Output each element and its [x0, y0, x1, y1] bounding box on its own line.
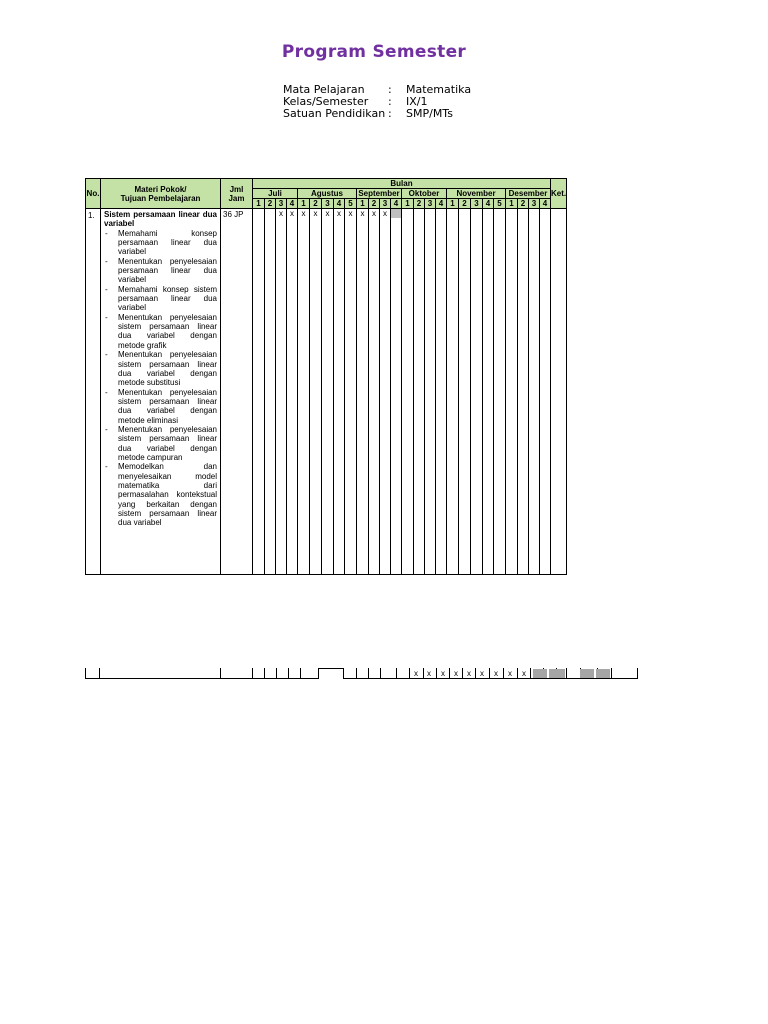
week-mark-x: x — [348, 209, 353, 218]
month-agustus: Agustus — [298, 189, 357, 199]
row-number: 1. — [86, 209, 101, 575]
week-number: 1 — [447, 199, 459, 209]
week-cell — [391, 209, 402, 575]
materi-list — [104, 229, 217, 528]
row-jml-jam: 36 JP — [221, 209, 253, 575]
strip-divider — [637, 668, 638, 679]
info-value: SMP/MTs — [406, 107, 453, 120]
week-number: 1 — [298, 199, 310, 209]
strip-mark-x: x — [454, 669, 458, 678]
week-mark-x: x — [290, 209, 294, 218]
materi-item: - Memodelkan dan menyelesaikan model matematika dari permasalahan kontekstual yang berkaitan dengan sistem persamaan linear dua variabel — [104, 462, 217, 527]
week-cell — [494, 209, 506, 575]
materi-item: - Menentukan penyelesaian persamaan linear dua variabel — [104, 257, 217, 285]
week-cell — [276, 209, 287, 575]
info-label: Kelas/Semester — [283, 95, 369, 108]
info-separator: : — [388, 95, 392, 108]
week-number: 2 — [459, 199, 471, 209]
strip-gray-marker — [533, 669, 547, 678]
strip-mark-x: x — [480, 669, 484, 678]
info-label: Mata Pelajaran — [283, 83, 365, 96]
week-cell — [436, 209, 447, 575]
info-value: IX/1 — [406, 95, 428, 108]
subject-info — [283, 84, 471, 120]
week-cell — [357, 209, 369, 575]
week-cell — [369, 209, 380, 575]
week-number: 1 — [506, 199, 518, 209]
week-number: 4 — [436, 199, 447, 209]
row-ket — [551, 209, 567, 575]
program-semester-table — [85, 178, 593, 575]
week-mark-x: x — [383, 209, 387, 218]
materi-item: - Memahami konsep sistem persamaan linear dua variabel — [104, 285, 217, 313]
month-november: November — [447, 189, 506, 199]
week-cell — [529, 209, 540, 575]
week-cell — [506, 209, 518, 575]
strip-mark-x: x — [427, 669, 431, 678]
week-number: 2 — [518, 199, 529, 209]
week-cell — [402, 209, 414, 575]
week-cell — [322, 209, 334, 575]
month-september: September — [358, 189, 400, 198]
week-cell — [345, 209, 357, 575]
week-mark-x: x — [301, 209, 306, 218]
week-number: 1 — [253, 199, 265, 209]
header-jml-jam — [221, 179, 253, 209]
info-separator: : — [388, 83, 392, 96]
week-cell — [334, 209, 345, 575]
week-number: 1 — [357, 199, 369, 209]
strip-gray-marker — [549, 669, 565, 678]
week-number: 3 — [276, 199, 287, 209]
week-number: 4 — [334, 199, 345, 209]
week-cell — [471, 209, 483, 575]
week-cell — [425, 209, 436, 575]
bottom-strip — [0, 668, 768, 682]
week-number: 2 — [310, 199, 322, 209]
week-cell — [310, 209, 322, 575]
month-desember: Desember — [506, 189, 551, 199]
week-number: 4 — [287, 199, 298, 209]
week-mark-x: x — [360, 209, 365, 218]
week-cell — [380, 209, 391, 575]
week-number: 3 — [322, 199, 334, 209]
strip-mark-x: x — [508, 669, 512, 678]
strip-gray-marker — [580, 669, 594, 678]
materi-item: - Menentukan penyelesaian sistem persamaan linear dua variabel dengan metode eliminasi — [104, 388, 217, 425]
strip-baseline — [85, 678, 318, 679]
header-bulan: Bulan — [253, 179, 551, 189]
week-cell — [459, 209, 471, 575]
header-ket: Ket. — [551, 179, 567, 209]
week-cell — [414, 209, 425, 575]
strip-mark-x: x — [467, 669, 471, 678]
materi-item: - Menentukan penyelesaian sistem persamaan linear dua variabel dengan metode campuran — [104, 425, 217, 462]
week-cell — [447, 209, 459, 575]
strip-bump — [318, 668, 343, 669]
week-cell — [265, 209, 276, 575]
month-juli: Juli — [253, 189, 298, 199]
materi-item: - Memahami konsep persamaan linear dua variabel — [104, 229, 217, 257]
header-materi — [101, 179, 221, 209]
strip-mark-x: x — [522, 669, 526, 678]
week-number: 5 — [494, 199, 506, 209]
materi-heading: Sistem persamaan linear dua variabel — [104, 210, 217, 229]
week-cell — [298, 209, 310, 575]
week-cell — [540, 209, 551, 575]
week-number: 4 — [540, 199, 551, 209]
info-separator: : — [388, 107, 392, 120]
materi-item: - Menentukan penyelesaian sistem persamaan linear dua variabel dengan metode grafik — [104, 313, 217, 350]
week-number: 1 — [402, 199, 414, 209]
row-materi — [101, 209, 221, 575]
header-no: No. — [86, 179, 101, 209]
header-materi-line1: Materi Pokok/ — [134, 184, 187, 194]
info-label: Satuan Pendidikan — [283, 107, 386, 120]
week-cell — [287, 209, 298, 575]
week-number: 4 — [391, 199, 402, 209]
week-cell — [483, 209, 494, 575]
week-number: 2 — [265, 199, 276, 209]
header-materi-line2: Tujuan Pembelajaran — [120, 193, 201, 203]
strip-gray-marker — [596, 669, 610, 678]
week-mark-x: x — [313, 209, 318, 218]
week-number: 2 — [414, 199, 425, 209]
week-mark-x: x — [372, 209, 376, 218]
info-value: Matematika — [406, 83, 472, 96]
week-number: 4 — [483, 199, 494, 209]
week-mark-x: x — [337, 209, 341, 218]
week-number: 3 — [529, 199, 540, 209]
strip-divider — [318, 668, 319, 679]
week-cell — [518, 209, 529, 575]
header-jml-line1: Jml — [229, 184, 244, 194]
info-row — [283, 108, 471, 120]
week-number: 3 — [425, 199, 436, 209]
strip-mark-x: x — [494, 669, 498, 678]
week-number: 2 — [369, 199, 380, 209]
materi-item: - Menentukan penyelesaian sistem persamaan linear dua variabel dengan metode substitusi — [104, 350, 217, 387]
week-mark-x: x — [279, 209, 283, 218]
week-marker-gray — [391, 209, 401, 218]
strip-mark-x: x — [414, 669, 418, 678]
week-mark-x: x — [325, 209, 330, 218]
month-oktober: Oktober — [402, 189, 447, 199]
week-number: 3 — [380, 199, 391, 209]
strip-mark-x: x — [441, 669, 445, 678]
week-number: 5 — [345, 199, 357, 209]
header-jml-line2: Jam — [228, 193, 245, 203]
week-number: 3 — [471, 199, 483, 209]
page-title: Program Semester — [281, 42, 467, 62]
week-cell — [253, 209, 265, 575]
table-row — [86, 209, 593, 575]
